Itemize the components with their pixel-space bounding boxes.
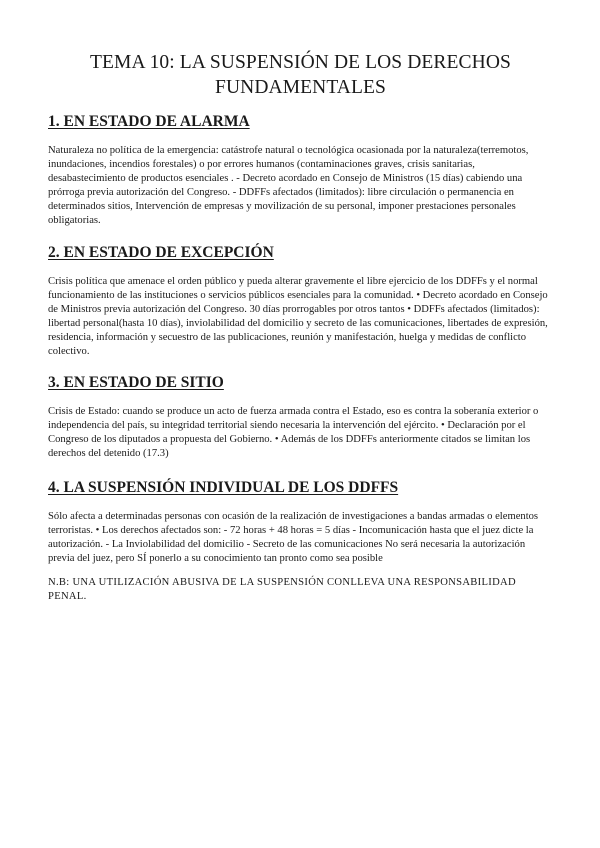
section-heading: 3. EN ESTADO DE SITIO (48, 374, 224, 392)
section-heading: 4. LA SUSPENSIÓN INDIVIDUAL DE LOS DDFFS (48, 478, 399, 496)
section-estado-excepcion (48, 243, 553, 360)
document-title: TEMA 10: LA SUSPENSIÓN DE LOS DERECHOS FUNDAMENTALES (90, 52, 511, 98)
section-heading: 1. EN ESTADO DE ALARMA (48, 113, 250, 130)
section-body: Naturaleza no política de la emergencia: catástrofe natural o tecnológica ocasionada por la naturaleza(terremotos, inundaciones, incendios forestales) o por errores humanos (contaminaciones graves, crisis sanitarias, desabastecimiento de productos esenciales . - Decreto acordado en Consejo de Ministros (15 días) cabiendo una prórroga previa autorización del Congreso. - DDFFs afectados (limitados): libre circulación o permanencia en determinados sitios, Intervención de empresas y movilización de su personal, imponer prestaciones personales obligatorias. (48, 145, 529, 227)
section-estado-sitio (48, 373, 553, 461)
section-heading: 2. EN ESTADO DE EXCEPCIÓN (48, 243, 274, 261)
section-estado-alarma (48, 112, 553, 229)
document-page (48, 50, 553, 604)
section-body: Crisis de Estado: cuando se produce un acto de fuerza armada contra el Estado, eso es contra la soberanía exterior o independencia del país, su integridad territorial siendo necesaria la intervención del ejército. • Declaración por el Congreso de los diputados a propuesta del Gobierno. • Además de los DDFFs anteriormente citados se limitan los derechos del detenido (17.3) (48, 406, 539, 460)
section-suspension-individual (48, 478, 553, 566)
section-body: Sólo afecta a determinadas personas con ocasión de la realización de investigaciones a bandas armadas o elementos terroristas. • Los derechos afectados son: - 72 horas + 48 horas = 5 días - Incomunicación hasta que el juez dicte la autorización. - La Inviolabilidad del domicilio - Secreto de las comunicaciones No será necesaria la autorización previa del juez, pero SÍ ponerlo a su conocimiento tan pronto como sea posible (48, 510, 539, 564)
closing-note: N.B: UNA UTILIZACIÓN ABUSIVA DE LA SUSPENSIÓN CONLLEVA UNA RESPONSABILIDAD PENAL. (48, 576, 516, 602)
section-body: Crisis política que amenace el orden público y pueda alterar gravemente el libre ejercicio de los DDFFs y el normal funcionamiento de las instituciones o servicios públicos esenciales para la comunidad. • Decreto acordado en Consejo de Ministros previa autorización del Congreso. 30 días prorrogables por otros tantos • DDFFs afectados (limitados): libertad personal(hasta 10 días), inviolabilidad del domicilio y secreto de las comunicaciones, libertades de expresión, residencia, información y secuestro de las publicaciones, reunión y manifestación, huelga y medidas de conflicto colectivo. (48, 275, 548, 358)
